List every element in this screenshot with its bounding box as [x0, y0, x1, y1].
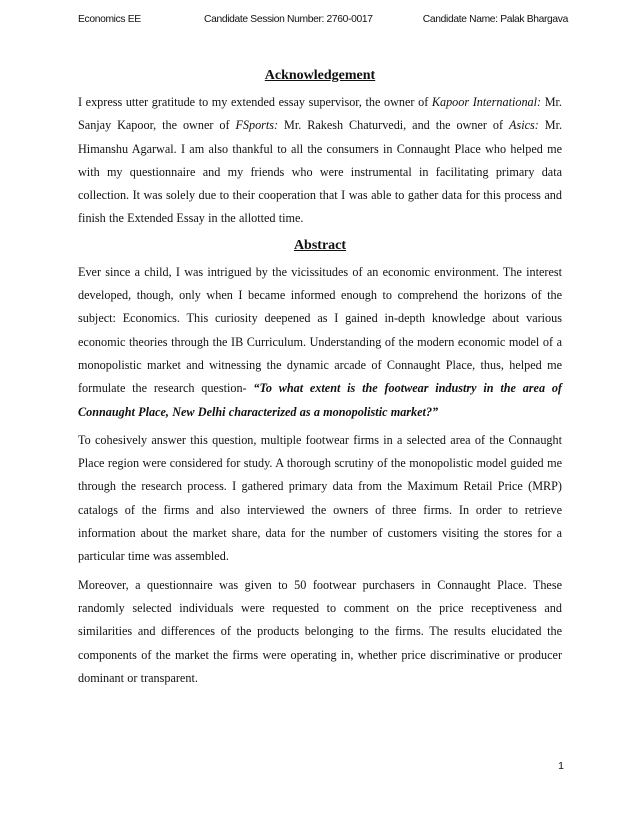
ack-company-3: Asics: — [509, 118, 539, 133]
abstract-heading: Abstract — [293, 237, 347, 253]
page-number: 1 — [558, 760, 564, 772]
document-body — [78, 66, 562, 695]
abstract-paragraph-2: To cohesively answer this question, multiple footwear firms in a selected area of the Connaught Place region were considered for study. A thorough scrutiny of the monopolistic model guided me through the research process. I gathered primary data from the Maximum Retail Price (MRP) catalogs of the firms and also interviewed the owners of three firms. In order to retrieve information about the market share, data for the number of customers visiting the stores for a particular time was assembled. — [78, 432, 562, 564]
ack-company-1: Kapoor International: — [431, 95, 542, 109]
header-subject: Economics EE — [78, 14, 141, 25]
acknowledgement-heading: Acknowledgement — [264, 68, 376, 83]
header-session-number: Candidate Session Number: 2760-0017 — [204, 14, 373, 25]
ack-text-3: Mr. Rakesh Chaturvedi, and the owner of — [278, 118, 509, 133]
abstract-paragraph-3: Moreover, a questionnaire was given to 50 footwear purchasers in Connaught Place. These randomly selected individuals were requested to comment on the price receptiveness and similarities and differences of the products belonging to the firms. The results elucidated the components of the market the firms were operating in, whether price discriminative or producer dominant or transparent. — [78, 577, 562, 685]
ack-company-2: FSports: — [235, 118, 279, 133]
abstract-p1-text: Ever since a child, I was intrigued by the vicissitudes of an economic environment. The interest developed, though, only when I became informed enough to comprehend the horizons of the subject: Economics. This curiosity deepened as I gained in-depth knowledge about various economic theories through the IB Curriculum. Understanding of the modern economic model of a monopolistic market and witnessing the dynamic arcade of Connaught Place, thus, helped me formulate the research question- — [78, 264, 562, 396]
ack-text-2: Mr. Sanjay Kapoor, the owner of — [78, 95, 562, 133]
page-header — [78, 14, 568, 30]
acknowledgement-paragraph — [78, 91, 562, 231]
research-question: “To what extent is the footwear industry in the area of Connaught Place, New Delhi characterized as a monopolistic market?” — [78, 381, 562, 419]
abstract-paragraph-1 — [78, 261, 562, 424]
ack-text-1: I express utter gratitude to my extended essay supervisor, the owner of — [78, 95, 432, 109]
ack-text-4: Mr. Himanshu Agarwal. I am also thankful to all the consumers in Connaught Place who helped me with my questionnaire and my friends who were instrumental in facilitating primary data collection. It was solely due to their cooperation that I was able to gather data for this process and finish the Extended Essay in the allotted time. — [78, 118, 562, 226]
header-candidate-name: Candidate Name: Palak Bhargava — [422, 14, 568, 25]
